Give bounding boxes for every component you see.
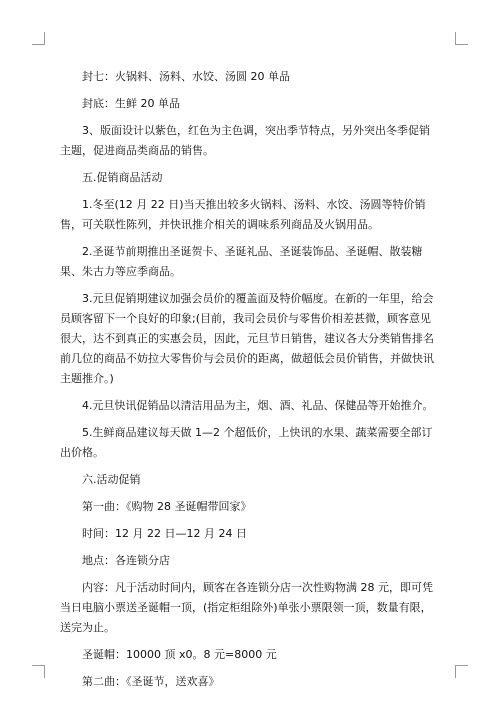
activity-one-time: 时间：12 月 22 日—12 月 24 日 [82,527,247,540]
section-heading-promo-goods: 五.促销商品活动 [82,171,163,184]
crop-mark-bottom-left [32,665,45,678]
paragraph-layout-design: 3、版面设计以紫色，红色为主色调，突出季节特点，另外突出冬季促销主题，促进商品类商品的销售。 [60,124,430,157]
activity-one-location: 地点：各连锁分店 [82,554,170,567]
paragraph-new-year-members: 3.元旦促销期建议加强会员价的覆盖面及特价幅度。在新的一年里，给会员顾客留下一个良好的印象;(目前，我司会员价与零售价相差甚微，顾客意见很大，达不到真正的实惠会员，因此，元旦节日销售，建议各大分类销售排名前几位的商品不妨拉大零售价与会员价的距离，做超低会员价销售，并做快讯主题推介。) [60,292,434,385]
activity-one-title: 第一曲：《购物 28 圣诞帽带回家》 [82,500,252,513]
activity-one-content: 内容：凡于活动时间内，顾客在各连锁分店一次性购物满 28 元，即可凭当日电脑小票送圣诞帽一顶，(指定柜组除外)单张小票限领一顶，数量有限，送完为止。 [60,581,433,634]
crop-mark-top-left [32,32,45,45]
paragraph-christmas: 2.圣诞节前期推出圣诞贺卡、圣诞礼品、圣诞装饰品、圣诞帽、散装糖果、朱古力等应季商品。 [60,245,423,278]
paragraph-cover-seven: 封七：火锅料、汤料、水饺、汤圆 20 单品 [82,70,290,83]
crop-mark-bottom-right [455,665,468,678]
document-body [60,67,440,699]
paragraph-back-cover: 封底：生鲜 20 单品 [82,97,180,110]
crop-mark-top-right [455,32,468,45]
activity-two-title: 第二曲：《圣诞节，送欢喜》 [82,675,220,688]
activity-one-budget: 圣诞帽：10000 顶 x0。8 元=8000 元 [82,648,277,661]
paragraph-fresh-goods: 5.生鲜商品建议每天做 1—2 个超低价，上快讯的水果、蔬菜需要全部订出价格。 [60,426,433,459]
paragraph-new-year-flyer: 4.元旦快讯促销品以清洁用品为主，烟、酒、礼品、保健品等开始推介。 [82,399,434,412]
section-heading-activities: 六.活动促销 [82,473,141,486]
paragraph-winter-solstice: 1.冬至(12 月 22 日)当天推出较多火锅料、汤料、水饺、汤圆等特价销售，可关联性陈列，并快讯推介相关的调味系列商品及火锅用品。 [60,198,426,231]
